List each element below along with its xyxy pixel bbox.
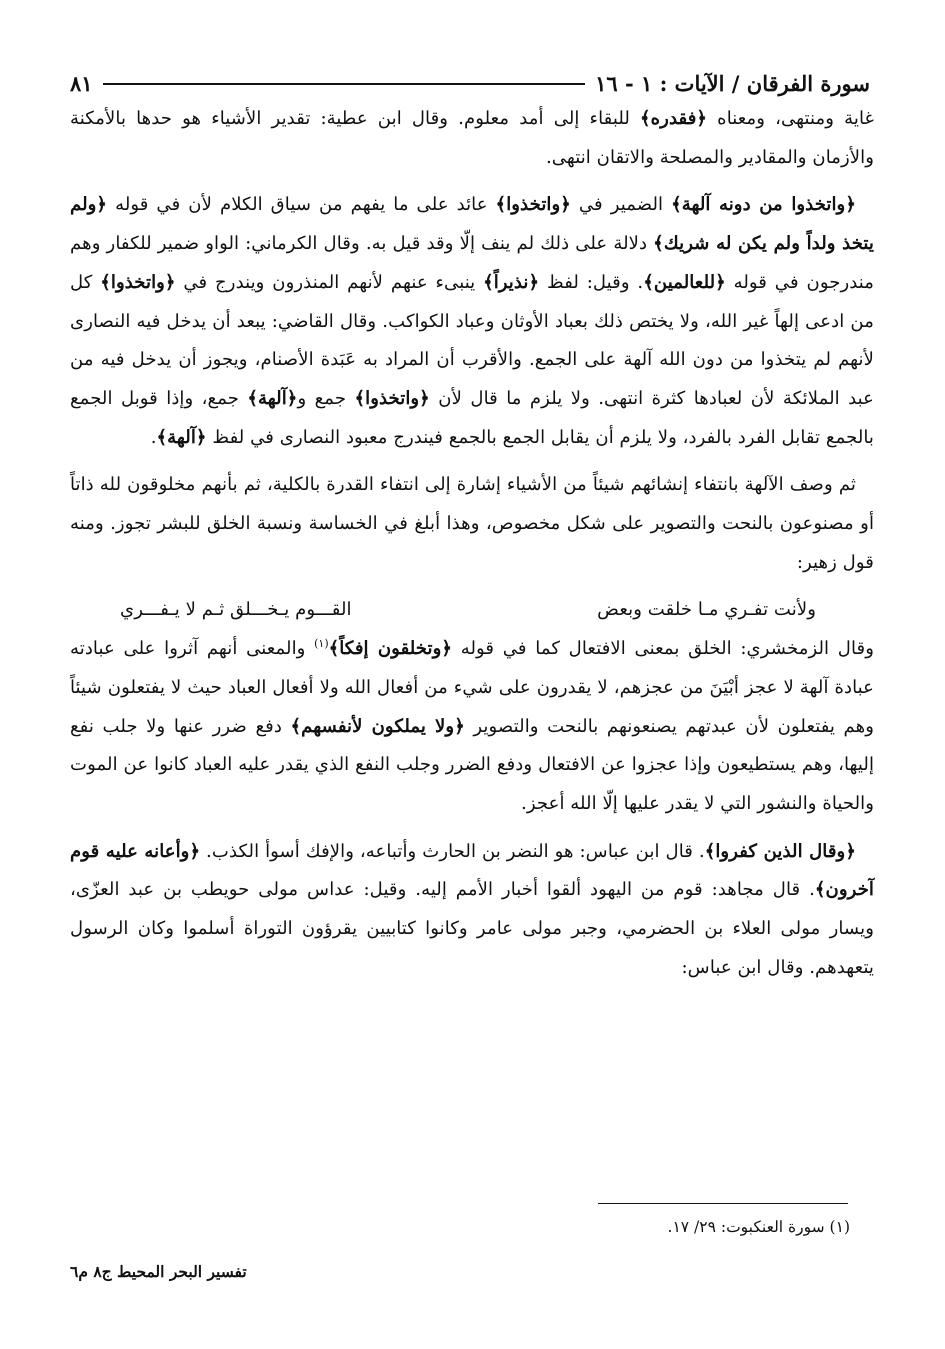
page-number: ٨١ <box>70 71 93 96</box>
print-signature: تفسير البحر المحيط ج٨ م٦ <box>70 1262 247 1281</box>
paragraph: ﴿وقال الذين كفروا﴾. قال ابن عباس: هو النضر بن الحارث وأتباعه، والإفك أسوأ الكذب. ﴿وأعانه عليه قوم آخرون﴾. قال مجاهد: قوم من اليهود ألقوا أخبار الأمم إليه. وقيل: عداس مولى حويطب بن عبد العزّى، ويسار مولى العلاء بن الحضرمي، وجبر مولى عامر وكانوا كتابيين يقرؤون التوراة أسلموا وكان الرسول يتعهدهم. وقال ابن عباس: <box>70 840 874 978</box>
paragraph: وقال الزمخشري: الخلق بمعنى الافتعال كما في قوله ﴿وتخلقون إفكاً﴾$^{(١)}$ والمعنى أنهم آثروا على عبادته عبادة آلهة لا عجز أبْيَنَ من عجزهم، لا يقدرون على شيء من أفعال الله ولا أفعال العباد حيث لا يفتعلون شيئاً وهم يفتعلون لأن عبدتهم يصنعونهم بالنحت والتصوير ﴿ولا يملكون لأنفسهم﴾ دفع ضرر عنها ولا جلب نفع إليها، وهم يستطيعون وإذا عجزوا عن الافتعال ودفع الضرر وجلب النفع الذي يقدر عليه العباد كانوا عن الموت والحياة والنشور التي لا يقدر عليها إلّا الله أعجز. <box>70 637 874 814</box>
quran-quote: ﴿ولم يتخذ ولداً ولم يكن له شريك﴾ <box>70 194 874 255</box>
running-title: سورة الفرقان / الآيات : ١ - ١٦ <box>595 71 870 96</box>
paragraph: غاية ومنتهى، ومعناه ﴿فقدره﴾ للبقاء إلى أمد معلوم. وقال ابن عطية: تقدير الأشياء هو حدها بالأمكنة والأزمان والمقادير والمصلحة والاتقان انتهى. <box>70 108 874 168</box>
paragraph: ثم وصف الآلهة بانتفاء إنشائهم شيئاً من الأشياء إشارة إلى انتفاء القدرة بالكلية، ثم بأنهم مخلوقون لله ذاتاً أو مصنوعون بالنحت والتصوير على شكل مخصوص، وهذا أبلغ في الخساسة ونسبة الخلق للبشر تجوز. ومنه قول زهير: <box>70 474 874 573</box>
quran-quote: ﴿آلهة﴾ <box>156 426 207 448</box>
quran-quote: ﴿وأعانه عليه قوم آخرون﴾ <box>70 840 874 901</box>
quran-quote: ﴿واتخذوا﴾ <box>495 194 571 216</box>
quran-quote: ﴿نذيراً﴾ <box>483 271 540 293</box>
poetry-verse <box>70 591 874 630</box>
header-rule <box>103 83 586 85</box>
quran-quote: ﴿ولا يملكون لأنفسهم﴾ <box>290 715 465 737</box>
quran-quote: ﴿وتخلقون إفكاً﴾ <box>328 638 453 660</box>
footnote-rule <box>598 1203 848 1204</box>
page-body <box>70 100 874 987</box>
quran-quote: ﴿فقدره﴾ <box>639 108 708 129</box>
footnote: (١) سورة العنكبوت: ٢٩/ ١٧. <box>667 1218 850 1236</box>
quran-quote: ﴿واتخذوا﴾ <box>354 387 430 409</box>
quran-quote: ﴿وقال الذين كفروا﴾ <box>704 840 856 862</box>
verse-first-hemistich: ولأنت تفـري مـا خلقت وبعض <box>597 599 816 621</box>
quran-quote: ﴿آلهة﴾ <box>247 387 298 409</box>
quran-quote: ﴿للعالمين﴾ <box>643 271 726 293</box>
paragraph: ﴿واتخذوا من دونه آلهة﴾ الضمير في ﴿واتخذوا﴾ عائد على ما يفهم من سياق الكلام لأن في قوله ﴿ولم يتخذ ولداً ولم يكن له شريك﴾ دلالة على ذلك لم ينف إلّا وقد قيل به. وقال الكرماني: الواو ضمير للكفار وهم مندرجون في قوله ﴿للعالمين﴾. وقيل: لفظ ﴿نذيراً﴾ ينبىء عنهم لأنهم المنذرون ويندرج في ﴿واتخذوا﴾ كل من ادعى إلهاً غير الله، ولا يختص ذلك بعباد الأوثان وعباد الكواكب. وقال القاضي: يبعد أن يدخل فيه النصارى لأنهم لم يتخذوا من دون الله آلهة على الجمع. والأقرب أن المراد به عَبَدة الأصنام، ويجوز أن يدخل فيه من عبد الملائكة لأن لعبادها كثرة انتهى. ولا يلزم ما قال لأن ﴿واتخذوا﴾ جمع و﴿آلهة﴾ جمع، وإذا قوبل الجمع بالجمع تقابل الفرد بالفرد، ولا يلزم أن يقابل الجمع بالجمع فيندرج معبود النصارى في لفظ ﴿آلهة﴾. <box>70 194 875 448</box>
page-header <box>70 56 870 96</box>
quran-quote: ﴿واتخذوا من دونه آلهة﴾ <box>671 194 856 216</box>
verse-second-hemistich: القـــوم يـخـــلق ثـم لا يـفـــري <box>120 599 352 621</box>
quran-quote: ﴿واتخذوا﴾ <box>100 271 176 293</box>
footnote-reference: (١) <box>314 637 329 651</box>
